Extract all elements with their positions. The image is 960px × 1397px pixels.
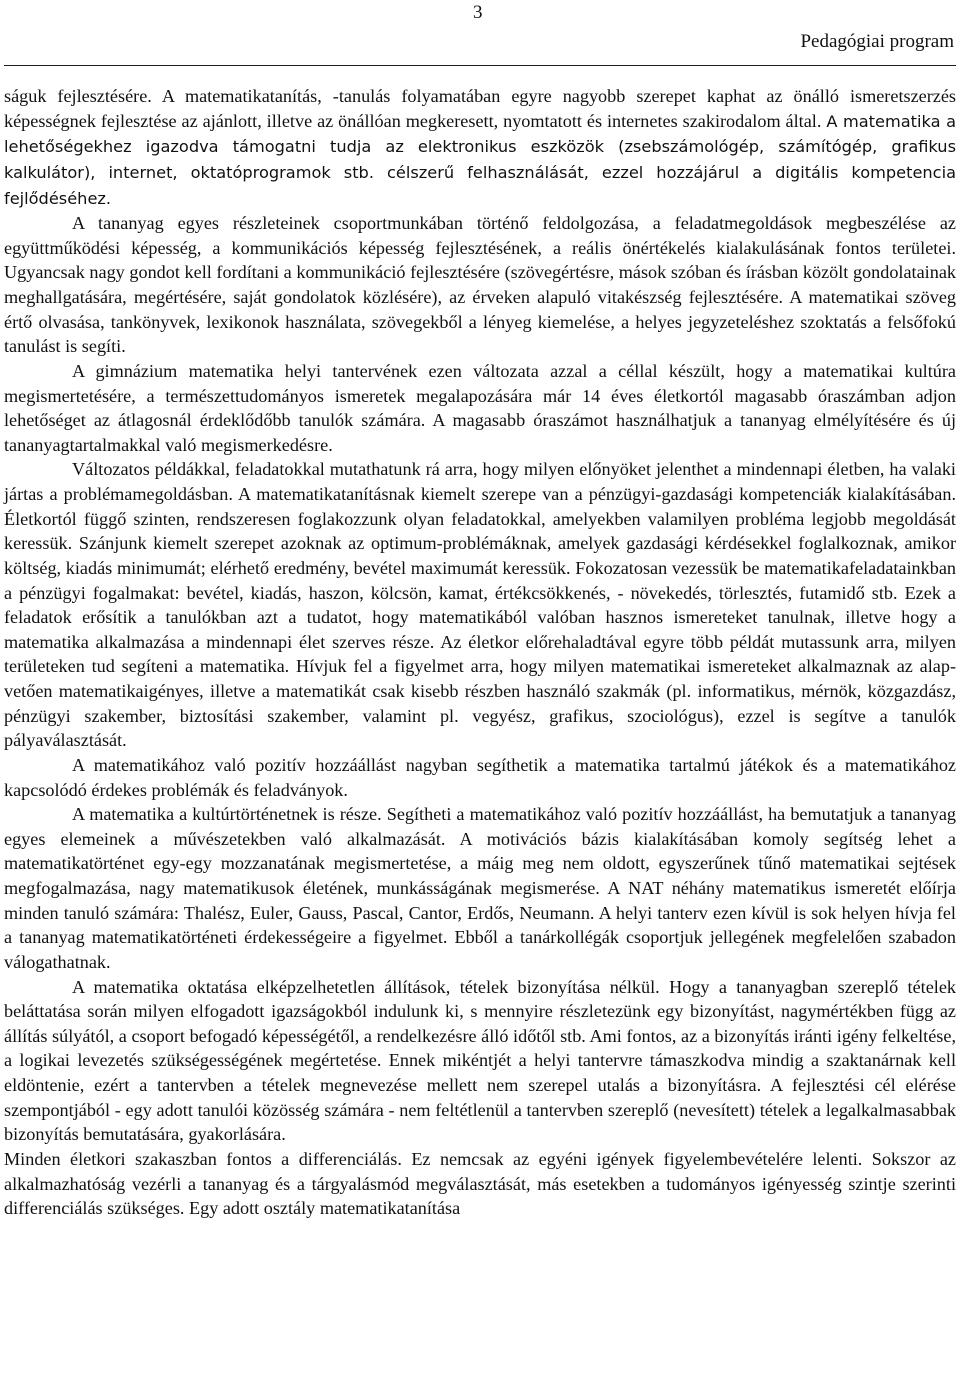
paragraph-2: A tananyag egyes részleteinek csoportmunkában történő feldolgozása, a feladatmegoldások megbeszélése az együttműködési képesség, a kommunikációs képesség fejlesztésének, a reális önértékelés kialakulásának fontos területei. Ugyancsak nagy gondot kell fordítani a kommunikáció fejlesztésére (szövegértésre, mások szóban és írásban közölt gondolatainak meghallgatására, megértésére, saját gondolatok közlésére), az érveken alapuló vitakészség fejlesztésére. A matematikai szöveg értő olvasása, tankönyvek, lexikonok használata, szövegekből a lényeg kiemelése, a helyes jegyzeteléshez szoktatás a felsőfokú tanulást is segíti. — [4, 213, 956, 357]
paragraph-4: Változatos példákkal, feladatokkal mutathatunk rá arra, hogy milyen előnyöket jelenthet a mindennapi életben, ha valaki jártas a problémamegoldásban. A matematikatanításnak kiemelt szerepe van a pénzügyi-gazdasági kompetenciák kialakításában. Életkortól függő szinten, rendszeresen foglakozzunk olyan feladatokkal, amelyekben valamilyen probléma legjobb megoldását keressük. Szánjunk kiemelt szerepet azoknak az optimum-problémáknak, amelyek gazdasági kérdésekkel foglalkoznak, amikor költség, kiadás minimumát; elérhető eredmény, bevétel maximumát keressük. Fokozatosan vezessük be matematikafeladatainkban a pénzügyi fogalmakat: bevétel, kiadás, haszon, kölcsön, kamat, értékcsökkenés, - növekedés, törlesztés, futamidő stb. Ezek a feladatok erősítik a tanulókban azt a tudatot, hogy matematikából valóban hasznos ismereteket tanulnak, illetve hogy a matematika alkalmazása a mindennapi élet szerves része. Az életkor előrehaladtával egyre több példát mutassunk arra, milyen területeken tud segíteni a matematika. Hívjuk fel a figyelmet arra, hogy milyen matematikai ismereteket alkalmaznak az alapvetően matematikaigényes, illetve a matematikát csak kisebb részben használó szakmák (pl. informatikus, mérnök, közgazdász, pénzügyi szakember, biztosítási szakember, valamint pl. vegyész, grafikus, szociológus), ezzel is segítve a tanulók pályaválasztását. — [4, 459, 956, 751]
paragraph-6: A matematika a kultúrtörténetnek is része. Segítheti a matematikához való pozitív hozzáállást, ha bemutatjuk a tananyag egyes elemeinek a művészetekben való alkalmazását. A motivációs bázis kialakításában komoly segítség lehet a matematikatörténet egy-egy mozzanatának megismertetése, a máig meg nem oldott, egyszerűnek tűnő matematikai sejtések megfogalmazása, nagy matematikusok életének, munkásságának megismerése. A NAT néhány matematikus ismeretét előírja minden tanuló számára: Thalész, Euler, Gauss, Pascal, Cantor, Erdős, Neumann. A helyi tanterv ezen kívül is sok helyen hívja fel a tananyag matematikatörténeti érdekességeire a figyelmet. Ebből a tanárkollégák csoportjuk jellegének megfelelően szabadon válogathatnak. — [4, 804, 956, 972]
running-header: Pedagógiai program — [800, 31, 954, 52]
paragraph-8: Minden életkori szakaszban fontos a differenciálás. Ez nemcsak az egyéni igények figyelembevételére lelenti. Sokszor az alkalmazhatóság vezérli a tananyag és a tárgyalásmód megválasztását, más esetekben a tudományos igényesség szintje szerinti differenciálás szükséges. Egy adott osztály matematikatanítása — [4, 1148, 956, 1219]
page-number: 3 — [473, 2, 483, 23]
paragraph-1 — [4, 84, 956, 211]
page-body — [4, 84, 956, 1221]
paragraph-5: A matematikához való pozitív hozzáállást nagyban segíthetik a matematika tartalmú játékok és a matematikához kapcsolódó érdekes problémák és feladványok. — [4, 754, 956, 800]
digital-competence-text: A matematika a lehetőségekhez igazodva támogatni tudja az elektronikus eszközök (zsebszámológép, számítógép, grafikus kalkulátor), internet, oktatóprogramok stb. célszerű felhasználását, ezzel hozzájárul a digitális kompetencia fejlődéséhez. — [4, 111, 956, 208]
paragraph-7: A matematika oktatása elképzelhetetlen állítások, tételek bizonyítása nélkül. Hogy a tananyagban szereplő tételek beláttatása során milyen elfogadott igazságokból indulunk ki, s mennyire részletezünk egy bizonyítást, nagymértékben függ az állítás súlyától, a csoport befogadó képességétől, a rendelkezésre álló időtől stb. Ami fontos, az a bizonyítás iránti igény felkeltése, a logikai levezetés szükségességének megértetése. Ennek mikéntjét a helyi tantervre támaszkodva mindig a szaktanárnak kell eldöntenie, ezért a tantervben a tételek megnevezése mellett nem szerepel utalás a bizonyításra. A fejlesztési cél elérése szempontjából - egy adott tanulói közösség számára - nem feltétlenül a tantervben szereplő (nevesített) tételek a legalkalmasabbak bizonyítás bemutatására, gyakorlására. — [4, 976, 956, 1145]
header-rule — [4, 65, 956, 66]
paragraph-3: A gimnázium matematika helyi tantervének ezen változata azzal a céllal készült, hogy a matematikai kultúra megismertetésére, a természettudományos ismeretek megalapozására már 14 éves életkortól magasabb óraszámban adjon lehetőséget az átlagosnál érdeklődőbb tanulók számára. A magasabb óraszámot használhatjuk a tananyag elmélyítésére és új tananyagtartalmakkal való megismerkedésre. — [4, 360, 956, 455]
paragraph-1-text: ságuk fejlesztésére. A matematikatanítás, -tanulás folyamatában egyre nagyobb szerepet kaphat az önálló ismeretszerzés képességnek fejlesztése az ajánlott, illetve az önállóan megkeresett, nyomtatott és internetes szakirodalom által. — [4, 86, 956, 131]
